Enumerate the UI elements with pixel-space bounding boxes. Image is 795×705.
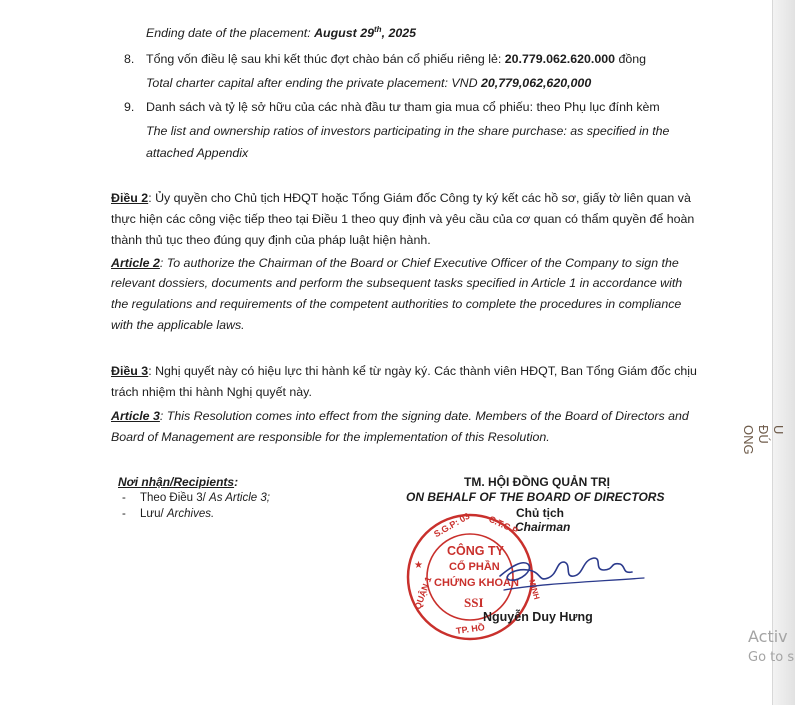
seal-line1: CÔNG TY: [447, 544, 504, 558]
signatory-name: Nguyễn Duy Hưng: [483, 610, 593, 624]
page-edge-strip: [772, 0, 795, 705]
signatory-vi-title: Chủ tịch: [516, 506, 564, 520]
ending-date-line: [146, 25, 416, 41]
article3-en-line1: Article 3: This Resolution comes into effect from the signing date. Members of the Board of Directors and: [111, 409, 689, 423]
article2-en-line3: the regulations and requirements of the competent authorities to complete the procedures in compliance: [111, 297, 682, 311]
signatory-en-board: ON BEHALF OF THE BOARD OF DIRECTORS: [406, 490, 665, 504]
activation-watermark-line1: Activ: [748, 627, 788, 646]
article3-en-line2: Board of Management are responsible for the implementation of this Resolution.: [111, 430, 550, 444]
item8-en: Total charter capital after ending the private placement: VND 20,779,062,620,000: [146, 76, 592, 90]
article3-vi-heading: Điều 3: [111, 364, 149, 378]
seal-line2: CỔ PHẦN: [449, 561, 500, 573]
recipient-item: - Theo Điều 3/ As Article 3;: [122, 492, 270, 504]
recipients-title: Nơi nhận/Recipients:: [118, 475, 239, 489]
item9-number: 9.: [124, 100, 135, 114]
ending-date-value: August 29th, 2025: [314, 24, 417, 40]
seal-line3: CHỨNG KHOÁN: [434, 577, 519, 589]
item8-en-value: 20,779,062,620,000: [480, 76, 592, 90]
article3-en-heading: Article 3: [111, 409, 160, 423]
article2-vi-line3: thành thủ tục theo đúng quy định của pháp luật hiện hành.: [111, 233, 431, 247]
item8-vi-value: 20.779.062.620.000: [504, 52, 615, 66]
article2-vi-line2: thực hiện các công việc tiếp theo tại Điều 1 theo quy định và yêu cầu của cơ quan có thẩm quyền để hoàn: [111, 212, 695, 226]
item9-en-line1: The list and ownership ratios of investors participating in the share purchase: as specified in the: [146, 124, 670, 138]
signatory-vi-board: TM. HỘI ĐỒNG QUẢN TRỊ: [464, 475, 610, 489]
article3-vi-line2: trách nhiệm thi hành Nghị quyết này.: [111, 385, 312, 399]
activation-watermark-line2: Go to s: [748, 650, 795, 665]
item9-en-line2: attached Appendix: [146, 146, 249, 160]
seal-ring-right: C.T.C.P: [487, 513, 520, 537]
item9-vi: Danh sách và tỷ lệ sở hữu của các nhà đầu tư tham gia mua cổ phiếu: theo Phụ lục đính kèm: [146, 100, 660, 114]
article2-vi-line1: Điều 2: Ủy quyền cho Chủ tịch HĐQT hoặc Tổng Giám đốc Công ty ký kết các hồ sơ, giấy tờ liên quan và: [111, 191, 691, 205]
seal-line4: SSI: [464, 595, 484, 610]
edge-glyphs: U ĐÚ ONG: [741, 425, 786, 455]
item8-vi: Tổng vốn điều lệ sau khi kết thúc đợt chào bán cổ phiếu riêng lẻ: 20.779.062.620.000 đồng: [146, 52, 647, 66]
article2-en-line2: relevant dossiers, documents and perform the subsequent tasks specified in Article 1 in accordance with: [111, 276, 683, 290]
recipient-item: - Lưu/ Archives.: [122, 508, 215, 520]
item8-number: 8.: [124, 52, 135, 66]
signatory-en-title: Chairman: [515, 520, 571, 534]
ending-date-label: Ending date of the placement:: [146, 26, 315, 40]
article2-en-heading: Article 2: [111, 256, 160, 270]
article2-vi-heading: Điều 2: [111, 191, 149, 205]
seal-ring-top: S.G.P: 03: [432, 510, 472, 540]
handwritten-signature: [498, 548, 648, 601]
article3-vi-line1: Điều 3: Nghị quyết này có hiệu lực thi hành kể từ ngày ký. Các thành viên HĐQT, Ban Tổng Giám đốc chịu: [111, 364, 697, 378]
seal-ring-minh: MINH: [527, 578, 542, 601]
seal-star: ★: [414, 560, 423, 571]
article2-en-line1: Article 2: To authorize the Chairman of the Board or Chief Executive Officer of the Company to sign the: [111, 256, 679, 270]
article2-en-line4: with the applicable laws.: [111, 318, 245, 332]
seal-ring-bottom: TP. HỒ: [455, 622, 486, 636]
seal-ring-left: QUẬN 1: [412, 575, 434, 611]
